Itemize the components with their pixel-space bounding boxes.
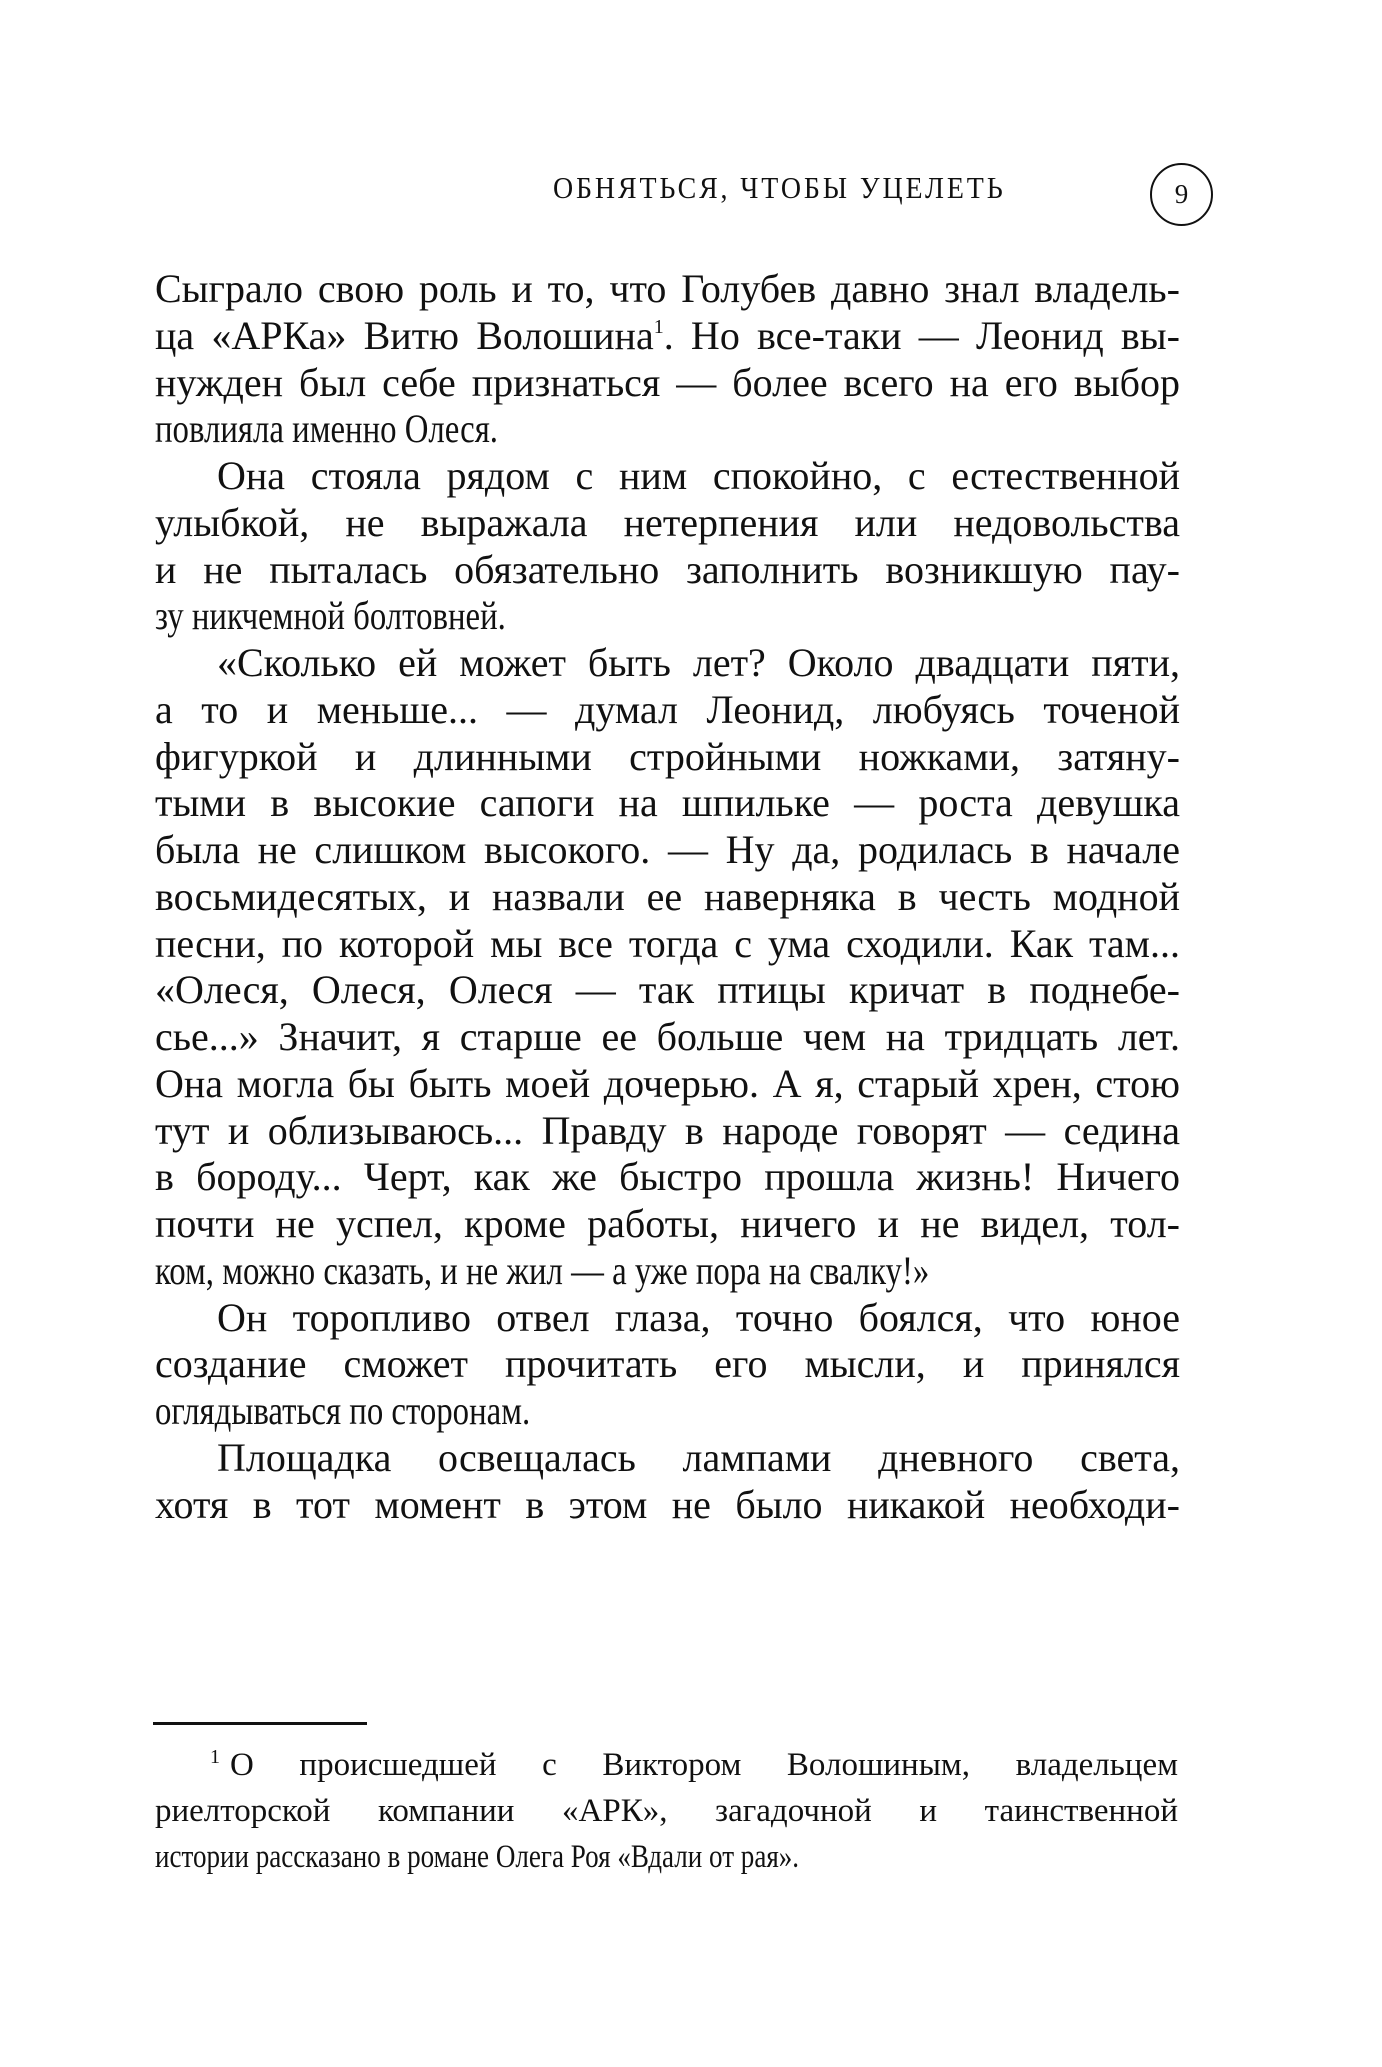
text-line: Площадка освещалась лампами дневного света, <box>217 1434 1180 1480</box>
text-line: Он торопливо отвел глаза, точно боялся, что юное <box>217 1294 1180 1340</box>
text-line: хотя в тот момент в этом не было никакой необходи- <box>155 1481 1180 1527</box>
text-line: улыбкой, не выражала нетерпения или недовольства <box>155 499 1180 545</box>
text-line: фигуркой и длинными стройными ножками, затяну- <box>155 733 1180 779</box>
paragraph-2 <box>155 453 1180 640</box>
paragraph-5 <box>155 1435 1180 1529</box>
footnotes <box>155 1742 1178 1880</box>
text-line: создание сможет прочитать его мысли, и принялся <box>155 1341 1180 1387</box>
text-line: в бороду... Черт, как же быстро прошла жизнь! Ничего <box>155 1154 1180 1200</box>
text-line: была не слишком высокого. — Ну да, родилась в начале <box>155 827 1180 872</box>
page-number-circle: 9 <box>1150 163 1213 226</box>
paragraph-1 <box>155 266 1180 453</box>
text-line: а то и меньше... — думал Леонид, любуясь точеной <box>155 686 1180 732</box>
text-line: «Сколько ей может быть лет? Около двадцати пяти, <box>217 640 1180 685</box>
footnote-text: О происшедшей с Виктором Волошиным, владельцем <box>230 1747 1178 1783</box>
text-line: «Олеся, Олеся, Олеся — так птицы кричат в поднебе- <box>155 967 1180 1013</box>
text-line: Сыграло свою роль и то, что Голубев давно знал владель- <box>155 266 1180 311</box>
text-line <box>155 313 1180 360</box>
text-line: ком, можно сказать, и не жил — а уже пора на свалку!» <box>155 1247 930 1293</box>
running-head-title: ОБНЯТЬСЯ, ЧТОБЫ УЦЕЛЕТЬ <box>553 170 1006 205</box>
text-line: восьмидесятых, и назвали ее наверняка в честь модной <box>155 873 1180 919</box>
text-line: зу никчемной болтовней. <box>155 593 506 639</box>
text-segment: ца «АРКа» Витю Волошина <box>155 312 654 358</box>
text-segment: . Но все-таки — Леонид вы- <box>663 312 1180 358</box>
footnote-mark: 1 <box>210 1746 220 1768</box>
text-line: тут и облизываюсь... Правду в народе говорят — седина <box>155 1107 1180 1153</box>
footnote-line: истории рассказано в романе Олега Роя «Вдали от рая». <box>155 1839 800 1875</box>
body-text <box>155 266 1180 1528</box>
text-line: Она могла бы быть моей дочерью. А я, старый хрен, стою <box>155 1060 1180 1106</box>
text-line: почти не успел, кроме работы, ничего и не видел, тол- <box>155 1201 1180 1246</box>
text-line: сье...» Значит, я старше ее больше чем на тридцать лет. <box>155 1014 1180 1059</box>
text-line: песни, по которой мы все тогда с ума сходили. Как там... <box>155 920 1180 966</box>
footnote-line <box>155 1742 1178 1788</box>
paragraph-3 <box>155 640 1180 1295</box>
footnote-1 <box>155 1742 1178 1880</box>
text-line: и не пыталась обязательно заполнить возникшую пау- <box>155 546 1180 592</box>
text-line: тыми в высокие сапоги на шпильке — роста девушка <box>155 780 1180 826</box>
footnote-line: риелторской компании «АРК», загадочной и таинственной <box>155 1793 1178 1829</box>
text-line: Она стояла рядом с ним спокойно, с естественной <box>217 453 1180 498</box>
footnote-reference[interactable]: 1 <box>653 315 664 338</box>
text-line: оглядываться по сторонам. <box>155 1388 531 1433</box>
paragraph-4 <box>155 1295 1180 1435</box>
footnote-separator-rule <box>153 1722 367 1725</box>
text-line: нужден был себе признаться — более всего на его выбор <box>155 359 1180 405</box>
text-line: повлияла именно Олеся. <box>155 406 498 452</box>
